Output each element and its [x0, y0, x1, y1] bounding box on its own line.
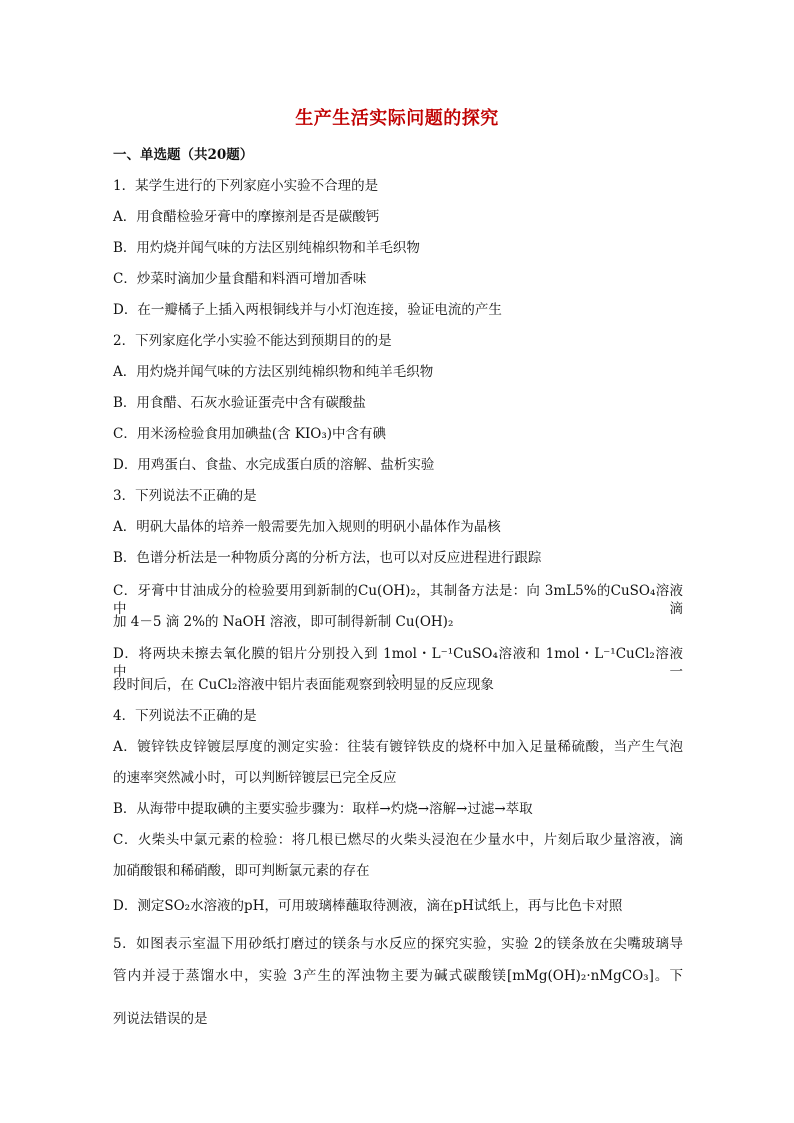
question-4-option-c-line-2: 加硝酸银和稀硝酸，即可判断氯元素的存在 — [113, 863, 370, 879]
question-2-stem: 2．下列家庭化学小实验不能达到预期目的的是 — [113, 333, 392, 349]
question-3-option-c-line-2: 加 4－5 滴 2%的 NaOH 溶液，即可制得新制 Cu(OH)₂ — [113, 614, 454, 630]
question-4-option-c-line-1: C．火柴头中氯元素的检验：将几根已燃尽的火柴头浸泡在少量水中，片刻后取少量溶液，滴 — [113, 832, 683, 848]
question-3-stem: 3．下列说法不正确的是 — [113, 488, 257, 504]
question-4-option-d: D．测定SO₂水溶液的pH，可用玻璃棒蘸取待测液，滴在pH试纸上，再与比色卡对照 — [113, 898, 623, 914]
question-5-stem-line-3: 列说法错误的是 — [113, 1011, 208, 1027]
question-1-option-a: A．用食醋检验牙膏中的摩擦剂是否是碳酸钙 — [113, 209, 380, 225]
question-4-option-a-line-1: A．镀锌铁皮锌镀层厚度的测定实验：往装有镀锌铁皮的烧杯中加入足量稀硫酸，当产生气泡 — [113, 739, 683, 755]
question-1-option-b: B．用灼烧并闻气味的方法区别纯棉织物和羊毛织物 — [113, 240, 420, 256]
question-4-option-b: B．从海带中提取碘的主要实验步骤为：取样→灼烧→溶解→过滤→萃取 — [113, 801, 533, 817]
question-2-option-b: B．用食醋、石灰水验证蛋壳中含有碳酸盐 — [113, 395, 366, 411]
question-2-option-d: D．用鸡蛋白、食盐、水完成蛋白质的溶解、盐析实验 — [113, 457, 435, 473]
section-heading: 一、单选题（共20题） — [113, 147, 254, 163]
question-1-option-d: D．在一瓣橘子上插入两根铜线并与小灯泡连接，验证电流的产生 — [113, 302, 502, 318]
question-4-option-a-line-2: 的速率突然减小时，可以判断锌镀层已完全反应 — [113, 770, 397, 786]
question-4-stem: 4．下列说法不正确的是 — [113, 708, 257, 724]
document-title: 生产生活实际问题的探究 — [295, 108, 499, 129]
question-3-option-b: B．色谱分析法是一种物质分离的分析方法，也可以对反应进程进行跟踪 — [113, 550, 542, 566]
question-3-option-d-line-1: D．将两块未擦去氧化膜的铝片分别投入到 1mol・L⁻¹CuSO₄溶液和 1mol・L⁻¹CuCl₂溶液中，一 — [113, 646, 683, 680]
question-5-stem-line-2: 管内并浸于蒸馏水中，实验 3产生的浑浊物主要为碱式碳酸镁[mMg(OH)₂·nMgCO₃]。下 — [113, 968, 683, 984]
question-2-option-c: C．用米汤检验食用加碘盐(含 KIO₃)中含有碘 — [113, 426, 387, 442]
question-3-option-c-line-1: C．牙膏中甘油成分的检验要用到新制的Cu(OH)₂，其制备方法是：向 3mL5%的CuSO₄溶液中滴 — [113, 583, 683, 617]
question-3-option-d-line-2: 段时间后，在 CuCl₂溶液中铝片表面能观察到较明显的反应现象 — [113, 677, 494, 693]
question-1-option-c: C．炒菜时滴加少量食醋和料酒可增加香味 — [113, 271, 367, 287]
question-1-stem: 1．某学生进行的下列家庭小实验不合理的是 — [113, 178, 379, 194]
question-5-stem-line-1: 5．如图表示室温下用砂纸打磨过的镁条与水反应的探究实验，实验 2的镁条放在尖嘴玻璃导 — [113, 936, 683, 952]
question-2-option-a: A．用灼烧并闻气味的方法区别纯棉织物和纯羊毛织物 — [113, 364, 434, 380]
question-3-option-a: A．明矾大晶体的培养一般需要先加入规则的明矾小晶体作为晶核 — [113, 519, 501, 535]
